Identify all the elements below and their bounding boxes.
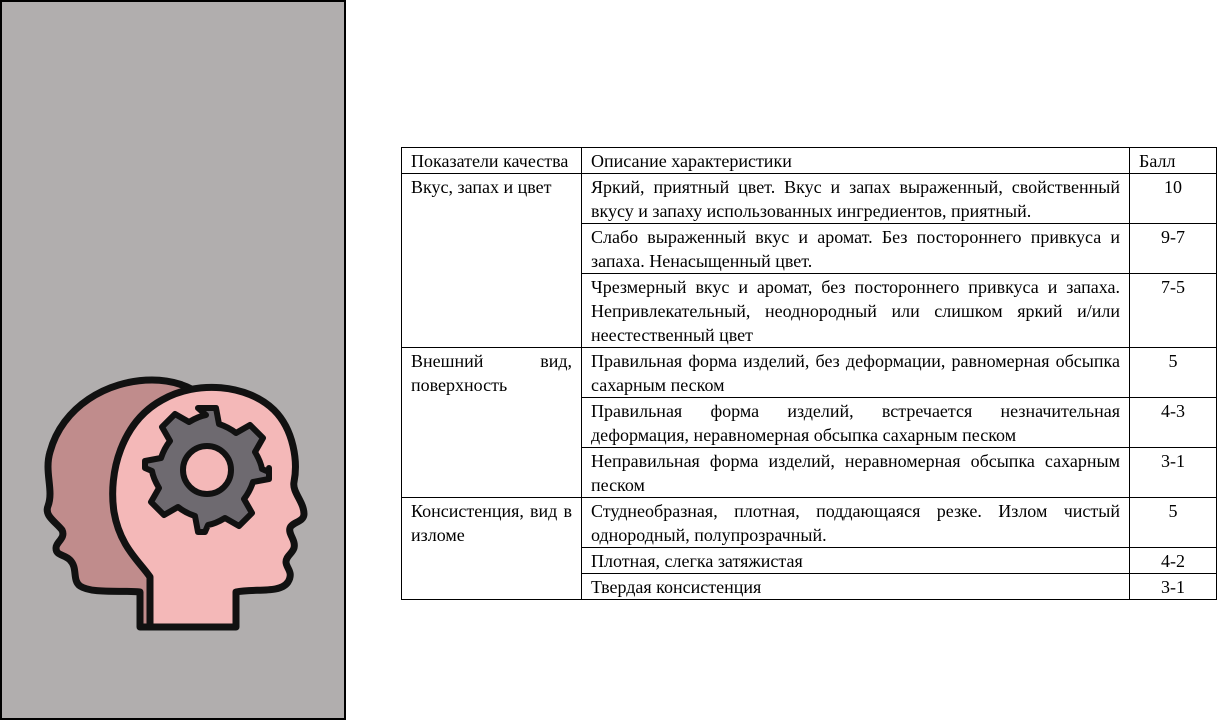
criteria-cell: Внешний вид, поверхность xyxy=(402,348,582,498)
description-cell: Неправильная форма изделий, неравномерная обсыпка сахарным песком xyxy=(582,448,1130,498)
criteria-cell: Вкус, запах и цвет xyxy=(402,174,582,348)
score-cell: 3-1 xyxy=(1130,574,1217,600)
score-cell: 7-5 xyxy=(1130,274,1217,348)
table-header-row xyxy=(402,148,1217,174)
score-cell: 3-1 xyxy=(1130,448,1217,498)
table-row xyxy=(402,174,1217,224)
description-cell: Правильная форма изделий, без деформации, равномерная обсыпка сахарным песком xyxy=(582,348,1130,398)
score-cell: 5 xyxy=(1130,348,1217,398)
description-cell: Студнеобразная, плотная, поддающаяся резке. Излом чистый однородный, полупрозрачный. xyxy=(582,498,1130,548)
description-cell: Чрезмерный вкус и аромат, без постороннего привкуса и запаха. Непривлекательный, неоднородный или слишком яркий и/или неестественный цвет xyxy=(582,274,1130,348)
description-cell: Твердая консистенция xyxy=(582,574,1130,600)
header-description: Описание характеристики xyxy=(582,148,1130,174)
description-cell: Слабо выраженный вкус и аромат. Без постороннего привкуса и запаха. Ненасыщенный цвет. xyxy=(582,224,1130,274)
gear-icon xyxy=(145,408,269,532)
score-cell: 10 xyxy=(1130,174,1217,224)
quality-score-table xyxy=(401,147,1217,600)
side-panel xyxy=(0,0,346,720)
score-cell: 4-2 xyxy=(1130,548,1217,574)
head-with-gear-icon xyxy=(22,362,322,642)
score-cell: 5 xyxy=(1130,498,1217,548)
score-cell: 9-7 xyxy=(1130,224,1217,274)
criteria-cell: Консистенция, вид в изломе xyxy=(402,498,582,600)
description-cell: Яркий, приятный цвет. Вкус и запах выраженный, свойственный вкусу и запаху использованных ингредиентов, приятный. xyxy=(582,174,1130,224)
table-row xyxy=(402,498,1217,548)
description-cell: Правильная форма изделий, встречается незначительная деформация, неравномерная обсыпка сахарным песком xyxy=(582,398,1130,448)
header-score: Балл xyxy=(1130,148,1217,174)
score-cell: 4-3 xyxy=(1130,398,1217,448)
header-criteria: Показатели качества xyxy=(402,148,582,174)
description-cell: Плотная, слегка затяжистая xyxy=(582,548,1130,574)
table-row xyxy=(402,348,1217,398)
